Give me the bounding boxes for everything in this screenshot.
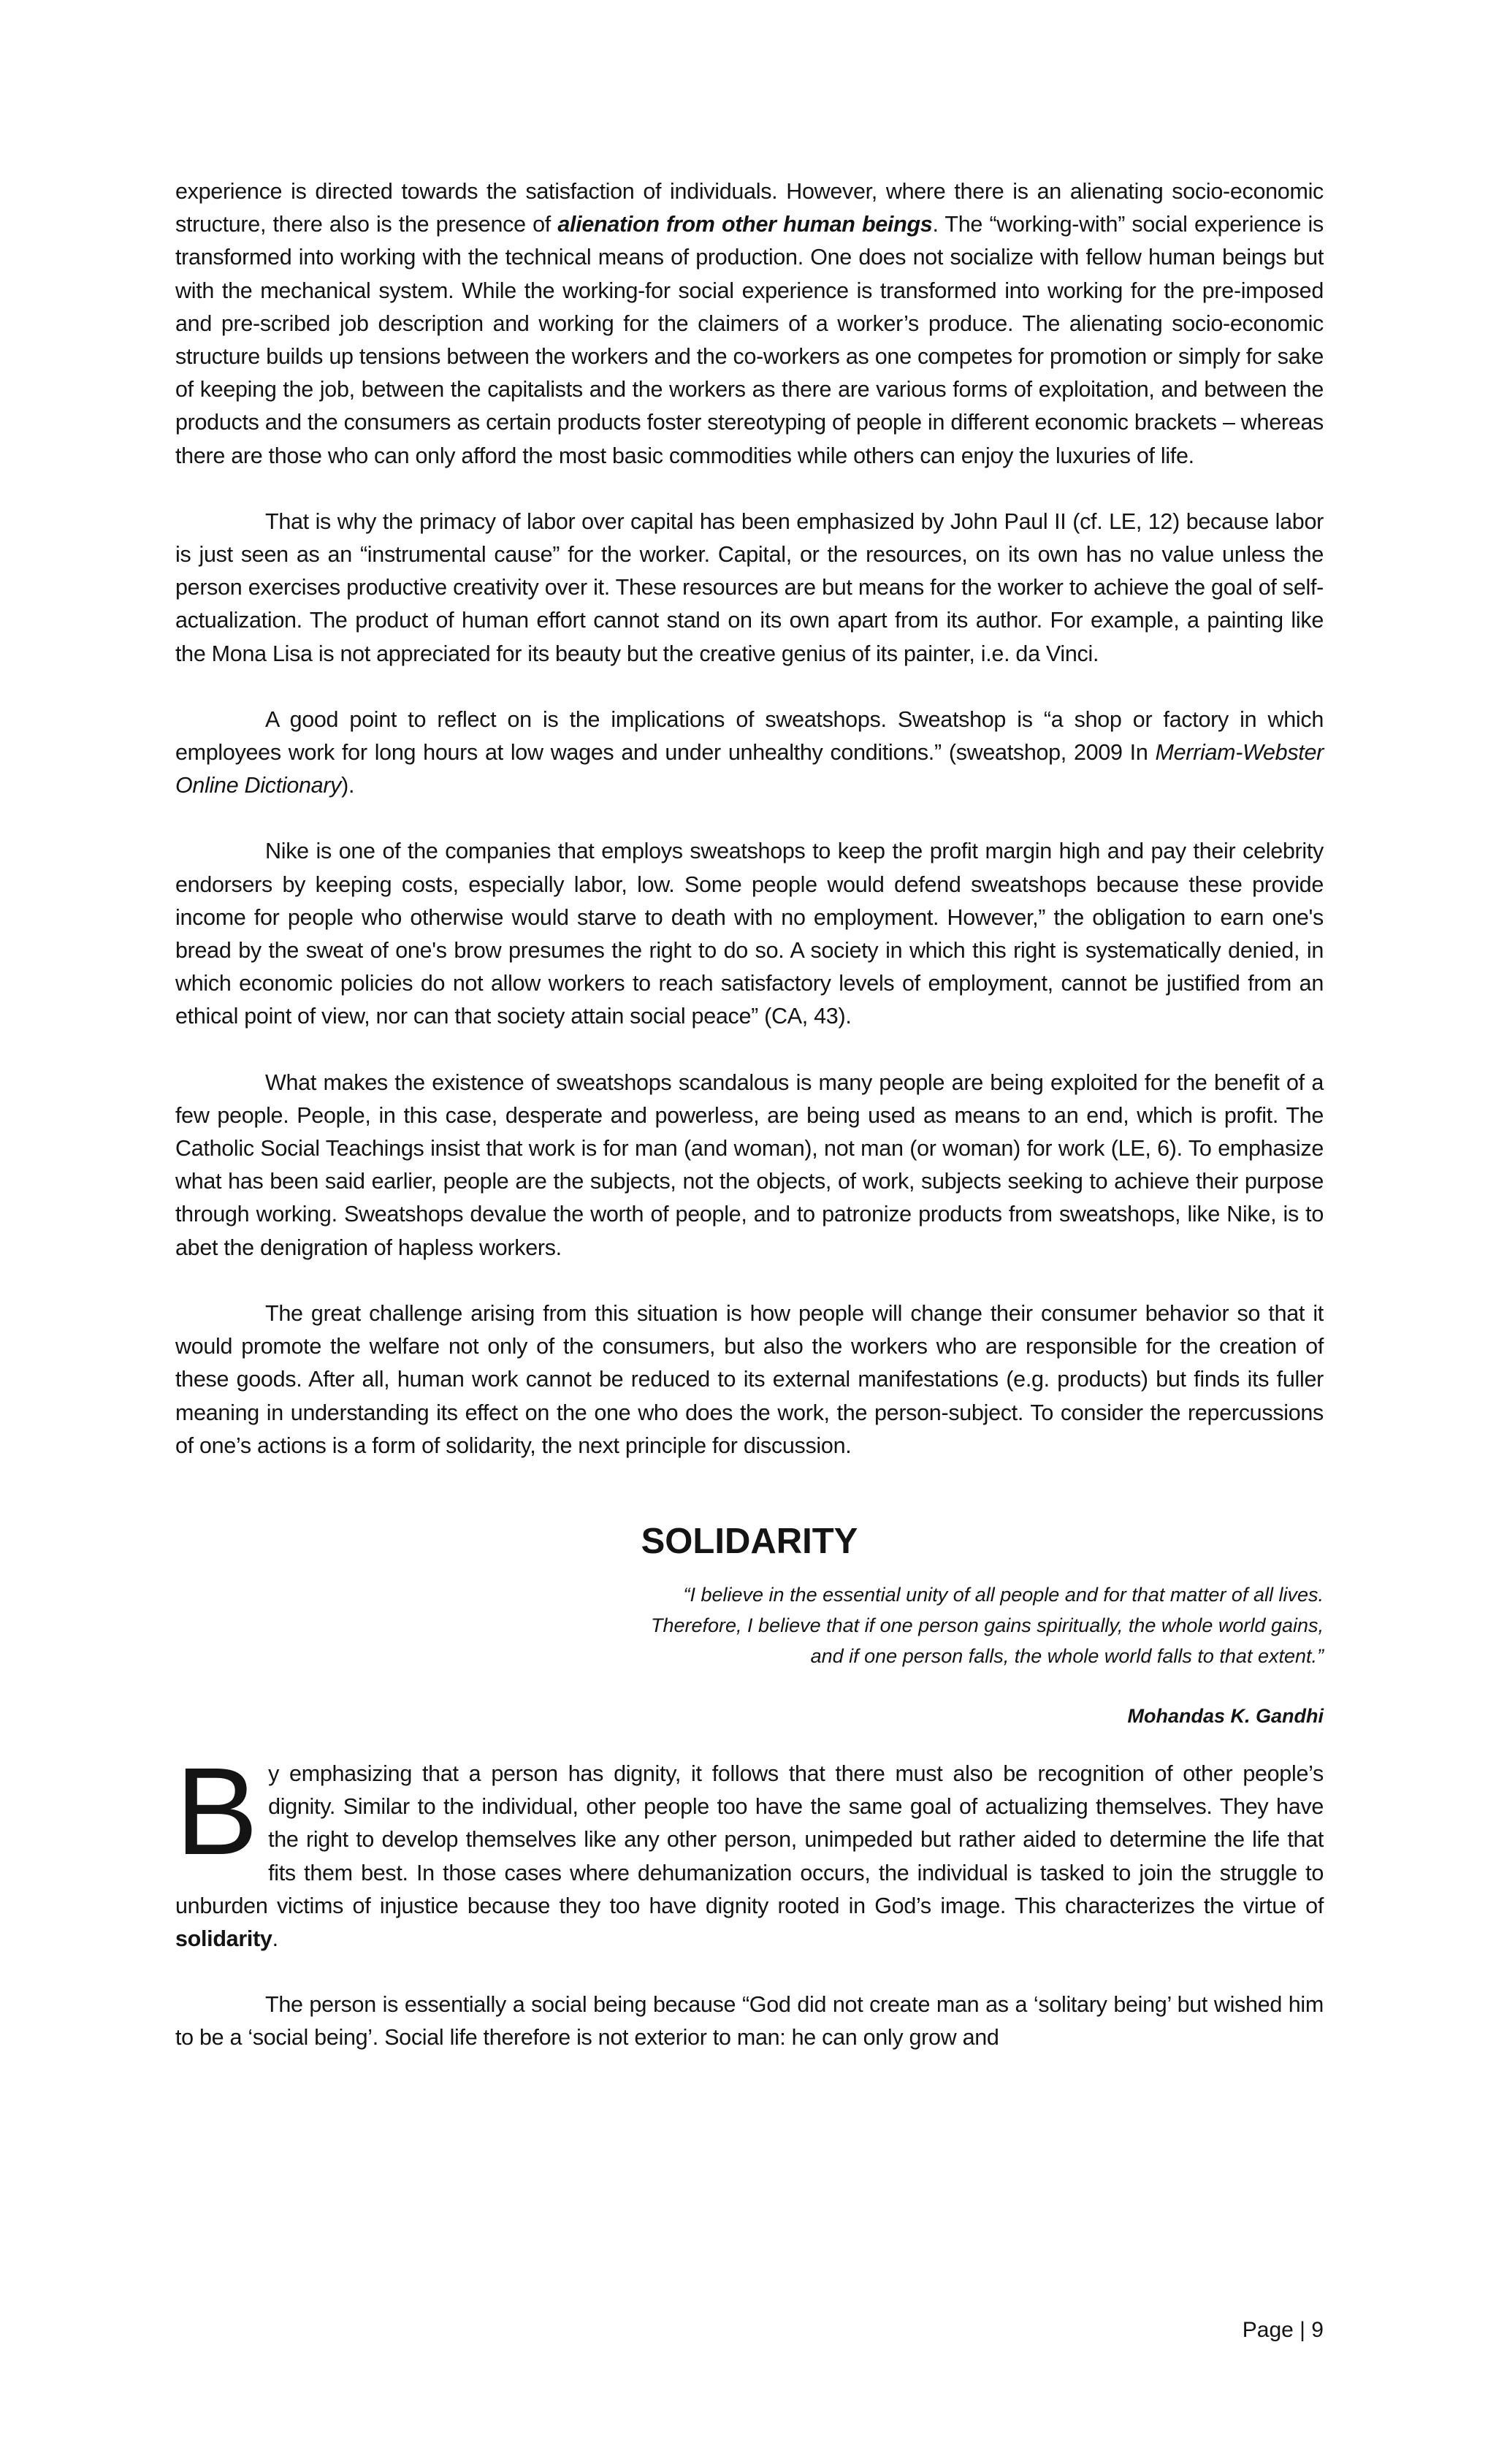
epigraph-line: “I believe in the essential unity of all people and for that matter of all lives. bbox=[683, 1583, 1324, 1606]
citation-title: Merriam-Webster Online Dictionary bbox=[175, 740, 1324, 798]
paragraph-primacy-of-labor: That is why the primacy of labor over capital has been emphasized by John Paul II (cf. LE, 12) because labor is just seen as an “instrumental cause” for the worker. Capital, or the resources, on its own has no value unless the person exercises productive creativity over it. These resources are but means for the worker to achieve the goal of self-actualization. The product of human effort cannot stand on its own apart from its author. For example, a painting like the Mona Lisa is not appreciated for its beauty but the creative genius of its painter, i.e. da Vinci. bbox=[175, 508, 1324, 666]
page-number: Page | 9 bbox=[1242, 2318, 1324, 2342]
drop-cap: B bbox=[175, 1742, 259, 1881]
epigraph-attribution: Mohandas K. Gandhi bbox=[1127, 1704, 1324, 1727]
paragraph-nike: Nike is one of the companies that employs sweatshops to keep the profit margin high and pay their celebrity endorsers by keeping costs, especially labor, low. Some people would defend sweatshops because these provide income for people who otherwise would starve to death with no employment. However,” the obligation to earn one's bread by the sweat of one's brow presumes the right to do so. A society in which this right is systematically denied, in which economic policies do not allow workers to reach satisfactory levels of employment, cannot be justified from an ethical point of view, nor can that society attain social peace” (CA, 43). bbox=[175, 839, 1324, 1029]
emphasis-text: solidarity bbox=[175, 1926, 272, 1951]
paragraph-scandalous: What makes the existence of sweatshops scandalous is many people are being exploited for the benefit of a few people. People, in this case, desperate and powerless, are being used as means to an end, which is profit. The Catholic Social Teachings insist that work is for man (and woman), not man (or woman) for work (LE, 6). To emphasize what has been said earlier, people are the subjects, not the objects, of work, subjects seeking to achieve their purpose through working. Sweatshops devalue the worth of people, and to patronize products from sweatshops, like Nike, is to abet the denigration of hapless workers. bbox=[175, 1069, 1324, 1260]
epigraph-line: and if one person falls, the whole world falls to that extent.” bbox=[810, 1644, 1324, 1667]
paragraph-solidarity-intro bbox=[175, 1742, 1324, 1956]
paragraph-social-being: The person is essentially a social being because “God did not create man as a ‘solitary being’ but wished him to be a ‘social being’. Social life therefore is not exterior to man: he can only grow and bbox=[175, 1992, 1324, 2051]
document-page bbox=[175, 175, 1324, 2055]
paragraph-text: ). bbox=[341, 773, 355, 798]
epigraph-quote bbox=[175, 1579, 1324, 1671]
paragraph-text: y emphasizing that a person has dignity, it follows that there must also be recognition of other people’s dignity. Similar to the individual, other people too have the same goal of actualizing themselves. They have the right to develop themselves like any other person, unimpeded but rather aided to determine the life that fits them best. In those cases where dehumanization occurs, the individual is tasked to join the struggle to unburden victims of injustice because they too have dignity rooted in God’s image. This characterizes the virtue of bbox=[175, 1761, 1324, 1918]
section-title: SOLIDARITY bbox=[641, 1521, 858, 1561]
paragraph-sweatshops-definition bbox=[175, 703, 1324, 803]
epigraph-line: Therefore, I believe that if one person gains spiritually, the whole world gains, bbox=[650, 1614, 1324, 1636]
paragraph-alienation bbox=[175, 175, 1324, 473]
paragraph-text: . The “working-with” social experience is transformed into working with the technical means of production. One does not socialize with fellow human beings but with the mechanical system. While the working-for social experience is transformed into working for the pre-imposed and pre-scribed job description and working for the claimers of a worker’s produce. The alienating socio-economic structure builds up tensions between the workers and the co-workers as one competes for promotion or simply for sake of keeping the job, between the capitalists and the workers as there are various forms of exploitation, and between the products and the consumers as certain products foster stereotyping of people in different economic brackets – whereas there are those who can only afford the most basic commodities while others can enjoy the luxuries of life. bbox=[175, 212, 1324, 468]
paragraph-text: experience is directed towards the satisfaction of individuals. However, where there is an alienating socio-economic structure, there also is the presence of bbox=[175, 179, 1324, 237]
paragraph-text: A good point to reflect on is the implications of sweatshops. Sweatshop is “a shop or factory in which employees work for long hours at low wages and under unhealthy conditions.” (sweatshop, 2009 In bbox=[175, 706, 1324, 766]
paragraph-text: . bbox=[272, 1926, 278, 1951]
paragraph-great-challenge: The great challenge arising from this situation is how people will change their consumer behavior so that it would promote the welfare not only of the consumers, but also the workers who are responsible for the creation of these goods. After all, human work cannot be reduced to its external manifestations (e.g. products) but finds its fuller meaning in understanding its effect on the one who does the work, the person-subject. To consider the repercussions of one’s actions is a form of solidarity, the next principle for discussion. bbox=[175, 1300, 1324, 1458]
emphasis-text: alienation from other human beings bbox=[557, 212, 933, 237]
